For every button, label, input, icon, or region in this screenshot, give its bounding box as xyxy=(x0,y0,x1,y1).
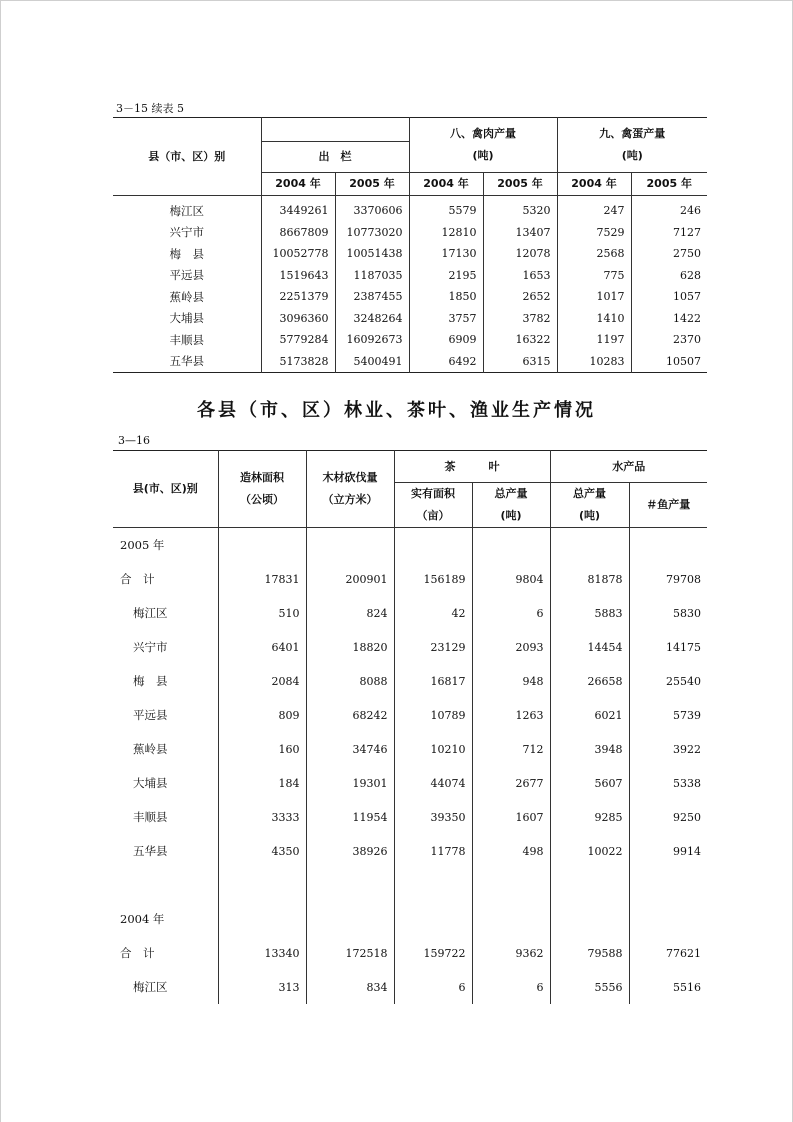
region-name: 五华县 xyxy=(133,844,168,858)
region-name: 平远县 xyxy=(169,268,204,283)
table-cell: 2093 xyxy=(472,630,550,664)
table2-caption: 3—16 xyxy=(118,434,150,447)
region-name: 兴宁市 xyxy=(169,225,204,240)
table-row xyxy=(113,528,707,563)
table-cell: 1519643 xyxy=(261,265,335,287)
table-cell xyxy=(472,528,550,563)
table-cell: 1653 xyxy=(483,265,557,287)
aquatic-output-header xyxy=(550,483,629,528)
tea-area-header xyxy=(394,483,472,528)
table-cell: 39350 xyxy=(394,800,472,834)
table-cell: 10789 xyxy=(394,698,472,732)
table-cell: 2568 xyxy=(557,243,631,265)
table-cell: 159722 xyxy=(394,936,472,970)
table-cell: 10210 xyxy=(394,732,472,766)
table-cell: 6 xyxy=(472,970,550,1004)
table-cell: 68242 xyxy=(306,698,394,732)
table-cell: 34746 xyxy=(306,732,394,766)
page-border-top xyxy=(0,0,793,1)
table-cell: 23129 xyxy=(394,630,472,664)
table-cell xyxy=(550,902,629,936)
table-cell: 1410 xyxy=(557,308,631,330)
table-cell: 775 xyxy=(557,265,631,287)
region-name: 2005 年 xyxy=(120,538,165,552)
table-cell xyxy=(394,528,472,563)
table-cell: 2195 xyxy=(409,265,483,287)
table-cell: 247 xyxy=(557,196,631,222)
table-cell: 14175 xyxy=(629,630,707,664)
table-cell: 6 xyxy=(472,596,550,630)
table-cell: 42 xyxy=(394,596,472,630)
table-cell: 2370 xyxy=(631,329,707,351)
table-cell: 834 xyxy=(306,970,394,1004)
table-cell: 17831 xyxy=(218,562,306,596)
tea-header: 茶 叶 xyxy=(394,451,550,483)
region-name: 梅江区 xyxy=(133,980,168,994)
year-header: 2005 年 xyxy=(483,173,557,196)
table-cell: 628 xyxy=(631,265,707,287)
table-cell: 1607 xyxy=(472,800,550,834)
table-row xyxy=(113,766,707,800)
region-name: 大埔县 xyxy=(169,311,204,326)
aquatic-header: 水产品 xyxy=(550,451,707,483)
table-cell: 79708 xyxy=(629,562,707,596)
table-cell: 510 xyxy=(218,596,306,630)
table-cell: 712 xyxy=(472,732,550,766)
table-cell: 5883 xyxy=(550,596,629,630)
table-cell: 6021 xyxy=(550,698,629,732)
table-cell: 4350 xyxy=(218,834,306,868)
table-cell: 5830 xyxy=(629,596,707,630)
table-cell: 5516 xyxy=(629,970,707,1004)
afforestation-header xyxy=(218,451,306,528)
region-name xyxy=(113,868,218,902)
table-cell: 10051438 xyxy=(335,243,409,265)
table-cell: 3922 xyxy=(629,732,707,766)
table-cell: 16817 xyxy=(394,664,472,698)
table-cell: 6492 xyxy=(409,351,483,373)
table-cell: 10507 xyxy=(631,351,707,373)
table-cell: 6 xyxy=(394,970,472,1004)
year-header: 2004 年 xyxy=(557,173,631,196)
table-cell: 19301 xyxy=(306,766,394,800)
table-cell: 77621 xyxy=(629,936,707,970)
year-header: 2005 年 xyxy=(631,173,707,196)
table-row xyxy=(113,970,707,1004)
out-column-header: 出 栏 xyxy=(261,142,409,173)
table-row xyxy=(113,732,707,766)
table-cell: 200901 xyxy=(306,562,394,596)
table-cell: 2084 xyxy=(218,664,306,698)
table-cell: 10022 xyxy=(550,834,629,868)
poultry-meat-header-unit: (吨) xyxy=(472,149,494,162)
table-row xyxy=(113,562,707,596)
table-cell: 246 xyxy=(631,196,707,222)
region-name: 合 计 xyxy=(120,946,155,960)
region-name: 大埔县 xyxy=(133,776,168,790)
tea-output-header-title: 总产量 xyxy=(494,487,528,500)
table-cell: 25540 xyxy=(629,664,707,698)
table-cell: 12078 xyxy=(483,243,557,265)
tea-area-header-title: 实有面积 xyxy=(411,487,455,500)
table-row xyxy=(113,936,707,970)
aquatic-output-header-unit: (吨) xyxy=(578,509,601,522)
table-cell: 156189 xyxy=(394,562,472,596)
table-cell: 81878 xyxy=(550,562,629,596)
table-cell: 13340 xyxy=(218,936,306,970)
table-cell: 10773020 xyxy=(335,222,409,244)
timber-header xyxy=(306,451,394,528)
table-cell: 6401 xyxy=(218,630,306,664)
region-name: 五华县 xyxy=(169,354,204,369)
table-cell: 5173828 xyxy=(261,351,335,373)
table-cell xyxy=(218,528,306,563)
region-header: 县（市、区）别 xyxy=(113,118,261,196)
table-cell xyxy=(394,868,472,902)
table-cell xyxy=(218,902,306,936)
fish-output-header: ＃鱼产量 xyxy=(629,483,707,528)
livestock-poultry-table xyxy=(113,117,707,373)
table-cell: 948 xyxy=(472,664,550,698)
region-name: 蕉岭县 xyxy=(133,742,168,756)
table-cell xyxy=(218,868,306,902)
table-cell: 16092673 xyxy=(335,329,409,351)
table-cell: 824 xyxy=(306,596,394,630)
tea-output-header xyxy=(472,483,550,528)
table-cell: 5320 xyxy=(483,196,557,222)
table-row xyxy=(113,630,707,664)
year-header: 2005 年 xyxy=(335,173,409,196)
table-cell: 3449261 xyxy=(261,196,335,222)
table-cell xyxy=(550,868,629,902)
region-name: 丰顺县 xyxy=(133,810,168,824)
egg-header-title: 九、禽蛋产量 xyxy=(599,127,666,140)
table-row xyxy=(113,222,707,244)
table-cell: 3370606 xyxy=(335,196,409,222)
table-cell: 8667809 xyxy=(261,222,335,244)
table-row xyxy=(113,698,707,732)
table-cell xyxy=(629,902,707,936)
table-row xyxy=(113,868,707,902)
table-row xyxy=(113,196,707,222)
table-cell: 3782 xyxy=(483,308,557,330)
aquatic-output-header-title: 总产量 xyxy=(573,487,606,500)
timber-header-title: 木材砍伐量 xyxy=(322,471,378,484)
table-cell: 5607 xyxy=(550,766,629,800)
table-cell: 3948 xyxy=(550,732,629,766)
table-cell: 14454 xyxy=(550,630,629,664)
table-cell xyxy=(472,868,550,902)
table-cell: 3757 xyxy=(409,308,483,330)
table-cell xyxy=(629,868,707,902)
table-row xyxy=(113,329,707,351)
table-cell: 1850 xyxy=(409,286,483,308)
table-cell: 11778 xyxy=(394,834,472,868)
table-cell: 2387455 xyxy=(335,286,409,308)
table-row xyxy=(113,243,707,265)
table-row xyxy=(113,902,707,936)
table-cell: 3248264 xyxy=(335,308,409,330)
tea-area-header-unit: （亩） xyxy=(416,509,450,522)
table-cell: 160 xyxy=(218,732,306,766)
table-cell: 8088 xyxy=(306,664,394,698)
table-cell: 26658 xyxy=(550,664,629,698)
table-row xyxy=(113,286,707,308)
region-name: 兴宁市 xyxy=(133,640,168,654)
table-cell: 38926 xyxy=(306,834,394,868)
table-cell: 1187035 xyxy=(335,265,409,287)
table-cell: 2677 xyxy=(472,766,550,800)
table-row xyxy=(113,834,707,868)
afforestation-header-title: 造林面积 xyxy=(240,471,284,484)
table-cell: 2652 xyxy=(483,286,557,308)
table-cell: 5739 xyxy=(629,698,707,732)
table-cell xyxy=(629,528,707,563)
table-cell: 9285 xyxy=(550,800,629,834)
table-cell: 9362 xyxy=(472,936,550,970)
table-cell: 1422 xyxy=(631,308,707,330)
table-cell: 313 xyxy=(218,970,306,1004)
table-cell: 7529 xyxy=(557,222,631,244)
table-cell: 9804 xyxy=(472,562,550,596)
table-cell: 3096360 xyxy=(261,308,335,330)
page-border-left xyxy=(0,0,1,1122)
table-cell: 9250 xyxy=(629,800,707,834)
region-name: 合 计 xyxy=(120,572,155,586)
region-header: 县(市、区)别 xyxy=(113,451,218,528)
table-cell xyxy=(394,902,472,936)
table-cell xyxy=(306,902,394,936)
table-cell: 5779284 xyxy=(261,329,335,351)
table-cell: 11954 xyxy=(306,800,394,834)
table-cell: 16322 xyxy=(483,329,557,351)
table-cell: 44074 xyxy=(394,766,472,800)
year-header: 2004 年 xyxy=(261,173,335,196)
table-row xyxy=(113,351,707,373)
table-cell: 172518 xyxy=(306,936,394,970)
section-title: 各县（市、区）林业、茶叶、渔业生产情况 xyxy=(197,400,596,421)
region-name: 丰顺县 xyxy=(169,332,204,347)
poultry-meat-header xyxy=(409,118,557,173)
table-cell: 3333 xyxy=(218,800,306,834)
table-row xyxy=(113,308,707,330)
table-row xyxy=(113,596,707,630)
table-cell: 9914 xyxy=(629,834,707,868)
table-row xyxy=(113,664,707,698)
table-cell: 5338 xyxy=(629,766,707,800)
table-cell: 809 xyxy=(218,698,306,732)
table-cell: 2251379 xyxy=(261,286,335,308)
table-cell: 5556 xyxy=(550,970,629,1004)
tea-output-header-unit: (吨) xyxy=(500,509,522,522)
table-row xyxy=(113,800,707,834)
table-cell: 1057 xyxy=(631,286,707,308)
table1-caption: 3－15 续表 5 xyxy=(116,102,184,115)
table-cell: 5579 xyxy=(409,196,483,222)
region-name: 梅 县 xyxy=(169,246,204,261)
table-cell: 1017 xyxy=(557,286,631,308)
table-cell: 1263 xyxy=(472,698,550,732)
out-column-header-spacer xyxy=(261,118,409,142)
timber-header-unit: （立方米） xyxy=(322,493,378,506)
region-name: 梅江区 xyxy=(169,203,204,218)
region-name: 蕉岭县 xyxy=(169,289,204,304)
region-name: 梅 县 xyxy=(133,674,168,688)
table-cell: 7127 xyxy=(631,222,707,244)
egg-header-unit: (吨) xyxy=(621,149,643,162)
afforestation-header-unit: （公顷） xyxy=(240,493,284,506)
table-cell xyxy=(306,868,394,902)
table-cell: 79588 xyxy=(550,936,629,970)
region-name: 2004 年 xyxy=(120,912,165,926)
region-name: 平远县 xyxy=(133,708,168,722)
table-cell xyxy=(472,902,550,936)
table-cell: 10283 xyxy=(557,351,631,373)
table-row xyxy=(113,265,707,287)
table-cell: 184 xyxy=(218,766,306,800)
table-cell: 2750 xyxy=(631,243,707,265)
table-cell: 5400491 xyxy=(335,351,409,373)
region-name: 梅江区 xyxy=(133,606,168,620)
table-cell xyxy=(306,528,394,563)
table-cell: 10052778 xyxy=(261,243,335,265)
table-cell: 1197 xyxy=(557,329,631,351)
forestry-tea-fishery-table xyxy=(113,450,707,1004)
table-cell: 18820 xyxy=(306,630,394,664)
table-cell xyxy=(550,528,629,563)
table-cell: 17130 xyxy=(409,243,483,265)
table-cell: 13407 xyxy=(483,222,557,244)
table-cell: 6315 xyxy=(483,351,557,373)
egg-header xyxy=(557,118,707,173)
poultry-meat-header-title: 八、禽肉产量 xyxy=(450,127,516,140)
table-cell: 12810 xyxy=(409,222,483,244)
year-header: 2004 年 xyxy=(409,173,483,196)
table-cell: 6909 xyxy=(409,329,483,351)
table-cell: 498 xyxy=(472,834,550,868)
